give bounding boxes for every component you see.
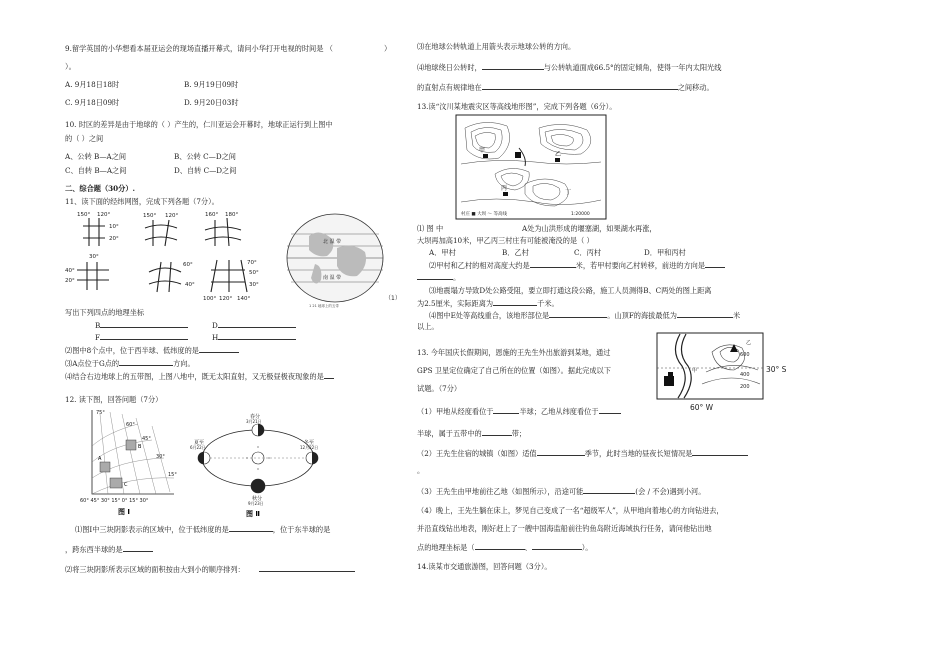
grid2-label-2: 120° (165, 213, 179, 219)
q13a-sub1-text-a: ⑴ 图 中 (417, 224, 444, 233)
five-zones-globe (287, 214, 383, 308)
grid1-label-2: 120° (97, 212, 111, 218)
q11-point-b (95, 320, 188, 330)
contour-400-label: 400 (740, 372, 750, 378)
longitude-60w-label: 60° W (690, 403, 714, 412)
point-f-blank[interactable] (100, 332, 188, 340)
q12-sub4-text-a: ⑷地球绕日公转时， (417, 63, 482, 72)
q10-stem2: 的（ ）之间 (65, 134, 104, 143)
q13b-sub4-line2: 并沿直线钻出地表，刚好赶上了一艘中国海监船前往钓鱼岛附近海域执行任务，请问他钻出地 (417, 524, 712, 533)
latitude-30s-label: 30° S (766, 365, 787, 374)
grid1-label: 150° (77, 212, 91, 218)
village-jia-label: 甲 (479, 147, 486, 154)
q13b-sub1-text-a: （1）甲地从经度看位于 (417, 407, 494, 416)
q13a-sub1 (417, 224, 443, 233)
village-ding-label: 丁 (565, 189, 572, 196)
spring-equinox-date: 3月21日 (246, 419, 262, 424)
q13b-sub2-blank1[interactable] (537, 448, 585, 456)
q11-point-d (212, 320, 296, 330)
q13a-sub3-text-c: 千米。 (537, 299, 559, 308)
q13b-stem1: 13. 今年国庆长假期间，恩施的王先生外出旅游到某地，通过 (417, 348, 611, 357)
q9-paren: ） (384, 44, 392, 53)
q12-sub2-blank[interactable] (259, 564, 355, 572)
q13b-sub3-text-a: （3）王先生由甲地前往乙地（如图所示），沿途可能 (417, 487, 584, 496)
q13a-sub3: ⑶地震塌方导致D处公路受阻，要立即打通这段公路，施工人员测得B、C两处的图上距离 (429, 286, 712, 295)
q13b-sub4-text-c: 点的地理坐标是（ (417, 543, 475, 552)
q13a-sub2 (429, 260, 725, 270)
grid4-label-3: 20° (65, 278, 75, 284)
q11-sub3 (65, 358, 195, 368)
q13b-sub2-blank2[interactable] (692, 448, 748, 456)
summer-solstice-label: 夏至 (194, 440, 205, 446)
q11-point-h (212, 332, 296, 342)
q12-sub1-mid: ，位于东半球的是 (272, 525, 331, 534)
q12-sub1-blank3[interactable] (123, 544, 153, 552)
q13a-sub4 (429, 310, 740, 320)
autumn-equinox-date: 9月23日 (248, 501, 264, 506)
q11-stem: 11、读下面的经纬网图，完成下列各题（7分）。 (65, 197, 219, 206)
q11-sub1-label: （1） (385, 295, 401, 302)
fig2-caption: 图 Ⅱ (246, 510, 261, 518)
q13b-sub3-blank[interactable] (583, 486, 635, 494)
village-bing-label: 丙 (501, 185, 508, 192)
q13b-sub1-text-c: 半球，属于五带中的 (417, 429, 482, 438)
q9-option-b: B. 9月19日09时 (184, 80, 239, 89)
q13b-sub1-line2 (417, 428, 526, 438)
q13b-sub4-blank1[interactable] (475, 542, 525, 550)
q11-sub3-text: ⑶A点位于G点的 (65, 359, 120, 368)
q13a-sub2-text-a: ⑵甲村和乙村的相对高度大约是 (429, 261, 530, 270)
grid1-lat-label: 10° (109, 224, 119, 230)
point-d-label: D (212, 321, 218, 330)
q11-sub4 (65, 371, 334, 381)
fig1-lat-60: 60° (126, 422, 135, 428)
q12-sub4 (417, 62, 721, 72)
q13b-sub4-text-e: ）。 (581, 543, 593, 552)
fig2-orbit (190, 413, 318, 518)
grid5-label-2: 40° (185, 282, 195, 288)
q13a-sub3-blank[interactable] (493, 298, 537, 306)
q13b-sub1 (417, 406, 621, 416)
fig1-label-b: B (138, 444, 142, 450)
q12-sub4-line2 (417, 82, 714, 92)
fig1-lat-30: 30° (156, 454, 165, 460)
autumn-equinox-label: 秋分 (252, 496, 263, 502)
grid3-label-2: 180° (225, 212, 239, 218)
q11-sub3-blank[interactable] (119, 358, 173, 366)
q9-stem: 9.留学英国的小华想看本届亚运会的现场直播开幕式，请问小华打开电视的时间是 （ (65, 44, 333, 53)
contour-200-label: 200 (740, 384, 750, 390)
q13a-sub2-blank2[interactable] (705, 260, 725, 268)
q11-sub2-text: ⑵图中8个点中，位于西半球、低纬度的是 (65, 346, 199, 355)
q13a-sub1-c: 大坝再加高10米，甲乙丙三村庄有可能被淹没的是（ ） (417, 236, 594, 245)
q11-sub4-blank[interactable] (324, 371, 334, 379)
q13a-sub1-b: A处为山洪形成的堰塞湖，如果湖水再涨， (522, 224, 657, 233)
q14-stem: 14.读某市交通旅游图，回答问题（3分）。 (417, 562, 552, 571)
contour-map-scale: 1:20000 (571, 212, 590, 217)
fig1-lat-15: 15° (168, 472, 177, 478)
fig1-label-c: C (124, 482, 128, 488)
q12-sub1-line2-text: ，跨东西半球的是 (65, 545, 123, 554)
point-h-label: H (212, 333, 219, 342)
q13b-sub1-blank2[interactable] (599, 406, 621, 414)
q12-sub1 (75, 524, 330, 534)
q13a-sub2-blank3[interactable] (417, 272, 453, 280)
q13a-sub2-line2 (417, 272, 460, 282)
q13a-sub4-line2: 以上。 (417, 322, 439, 331)
q13a-sub2-blank1[interactable] (530, 260, 576, 268)
q13a-sub3-text-b: 为2.5厘米，实际距离为 (417, 299, 494, 308)
q13a-sub4-blank1[interactable] (549, 310, 607, 318)
q13a-sub4-text-a: ⑷图中E处等高线重合，该地形部位是 (429, 311, 550, 320)
fig1-caption: 图 Ⅰ (118, 508, 131, 516)
q12-sub3: ⑶在地球公转轨道上用箭头表示地球公转的方向。 (417, 42, 576, 51)
q13b-sub1-text-b: 半球；乙地从纬度看位于 (519, 407, 599, 416)
q12-sub4-blank1[interactable] (482, 62, 544, 70)
q11-sub3-end: 方向。 (173, 359, 195, 368)
q12-sub4-text-c: 的直射点有规律地在 (417, 83, 482, 92)
q12-figure (80, 406, 380, 518)
contour-map-legend: 村庄 ■ 大坝 〜 等高线 (461, 212, 507, 217)
q11-sub2 (65, 345, 239, 355)
q13b-sub1-text-d: 带； (511, 429, 527, 438)
q13a-option-d: D．甲和丙村 (644, 248, 686, 257)
q13b-sub2-text-a: （2）王先生住宿的城镇（如图）适值 (417, 449, 537, 458)
point-d-blank[interactable] (218, 320, 296, 328)
point-b-label: B (95, 321, 101, 330)
q13a-sub3-line2 (417, 298, 559, 308)
q12-stem: 12. 读下图，回答问题（7分） (65, 395, 163, 404)
q13b-stem2: GPS 卫星定位确定了自己所在的位置（如图）。据此完成以下 (417, 366, 611, 375)
grid6-lon-label: 100° (203, 296, 217, 302)
village-yi-label: 乙 (555, 151, 562, 158)
q10-option-a: A、公转 B—A之间 (65, 152, 127, 161)
grid6-label: 70° (247, 260, 257, 266)
q9-stem-end: ）。 (65, 62, 76, 71)
q11-sub2-blank[interactable] (199, 345, 239, 353)
q12-sub4-text-b: 与公转轨道面成66.5°的固定倾角，使得一年内太阳光线 (543, 63, 722, 72)
q13a-sub2-text-b: 米，若甲村要向乙村转移，前进的方向是 (575, 261, 706, 270)
point-b-blank[interactable] (100, 320, 188, 328)
grid4-label: 40° (65, 268, 75, 274)
grid6-label-3: 30° (249, 282, 259, 288)
q12-sub4-blank2[interactable] (482, 82, 678, 90)
grid2-label: 150° (143, 213, 157, 219)
q10-stem: 10. 时区的差异是由于地球的（ ）产生的，仁川亚运会开幕时，地球正运行到上图中 (65, 120, 333, 129)
south-temperate-label: 南 温 带 (323, 275, 342, 281)
q13b-sub2-end: 。 (417, 466, 425, 475)
q13a-sub2-text-c: 。 (453, 273, 461, 282)
point-f-label: F (95, 333, 100, 342)
q13b-sub2-text-b: 季节，此时当地的昼夜长短情况是 (584, 449, 693, 458)
q11-sub4-text: ⑷结合右边地球上的五带图，上图八地中，既无太阳直射，又无极昼极夜现象的是 (65, 372, 324, 381)
fig1-lat-75: 75° (96, 410, 105, 416)
grid3-label: 160° (205, 212, 219, 218)
q11-point-f (95, 332, 188, 342)
grid1-lat-label-2: 20° (109, 236, 119, 242)
north-temperate-label: 北 温 带 (323, 239, 342, 245)
q13a-stem: 13.读“汶川某地震灾区等高线地形图”，完成下列各题（6分）。 (417, 102, 617, 111)
q13a-sub4-blank2[interactable] (677, 310, 733, 318)
q13a-option-a: A．甲村 (429, 248, 456, 257)
q13b-sub1-blank3[interactable] (482, 428, 512, 436)
point-yi-label: 乙 (746, 340, 752, 346)
q12-sub1-line2 (65, 544, 153, 554)
fig1-graticule (80, 410, 177, 516)
q13a-sub4-text-b: 。山顶F的海拔最低为 (607, 311, 677, 320)
q12-sub1-blank1[interactable] (229, 524, 273, 532)
q12-sub4-text-d: 之间移动。 (677, 83, 714, 92)
grid6-lon-label-3: 140° (237, 296, 251, 302)
q13b-sub4-line3 (417, 542, 593, 552)
q11-graticule-figure (65, 208, 401, 308)
contour-map (455, 114, 607, 220)
grid6-lon-label-2: 120° (219, 296, 233, 302)
winter-solstice-label: 冬至 (304, 440, 315, 446)
five-zones-caption: 1 21 地球上的五带 (309, 304, 339, 308)
q13b-sub3-text-b: (会 / 不会)遇到小河。 (635, 487, 706, 496)
contour-600-label: 600 (740, 352, 750, 358)
q13b-sub4: （4）晚上，王先生躺在床上，梦见自己变成了一名“超级军人”，从甲地向着地心的方向钻进去， (417, 506, 724, 515)
q10-option-b: B、公转 C—D之间 (174, 152, 236, 161)
q9-option-a: A. 9月18日18时 (65, 80, 120, 89)
winter-solstice-date: 12月22日 (300, 445, 319, 450)
q11-sub-intro: 写出下列四点的地理坐标 (65, 308, 145, 317)
grid4-label-2: 30° (89, 254, 99, 260)
point-jia-label: 甲 (692, 368, 698, 374)
q10-option-d: D、自转 C—D之间 (174, 166, 237, 175)
section-2-heading: 二、综合题（30分）. (65, 184, 136, 193)
q13b-sub2 (417, 448, 748, 458)
q13b-sub4-blank2[interactable] (532, 542, 582, 550)
q13b-sub3 (417, 486, 705, 496)
q13b-sub1-blank1[interactable] (493, 406, 519, 414)
q12-sub1-text: ⑴图Ⅰ中三块阴影表示的区域中，位于低纬度的是 (75, 525, 229, 534)
q9-option-c: C. 9月18日09时 (65, 98, 120, 107)
q13a-option-b: B．乙村 (502, 248, 529, 257)
summer-solstice-date: 6月22日 (190, 445, 206, 450)
grid6-label-2: 50° (249, 270, 259, 276)
q13b-stem3: 试题。（7分） (417, 384, 462, 393)
q13b-sub4-text-d: 、 (524, 543, 532, 552)
spring-equinox-label: 春分 (250, 414, 261, 420)
grid5-label: 60° (183, 262, 193, 268)
gps-location-map (656, 332, 786, 412)
q9-option-d: D. 9月20日03时 (184, 98, 239, 107)
q13a-sub4-text-c: 米 (732, 311, 741, 320)
fig1-lon-labels: 60° 45° 30° 15° 0° 15° 30° (80, 498, 149, 504)
fig1-lat-45: 45° (142, 436, 151, 442)
fig1-label-a: A (98, 456, 102, 462)
point-h-blank[interactable] (218, 332, 296, 340)
q10-option-c: C、自转 B—A之间 (65, 166, 127, 175)
q12-sub2 (65, 564, 355, 574)
q13a-option-c: C．丙村 (574, 248, 602, 257)
q12-sub2-text: ⑵将三块阴影所表示区域的面积按由大到小的顺序排列： (65, 565, 245, 574)
